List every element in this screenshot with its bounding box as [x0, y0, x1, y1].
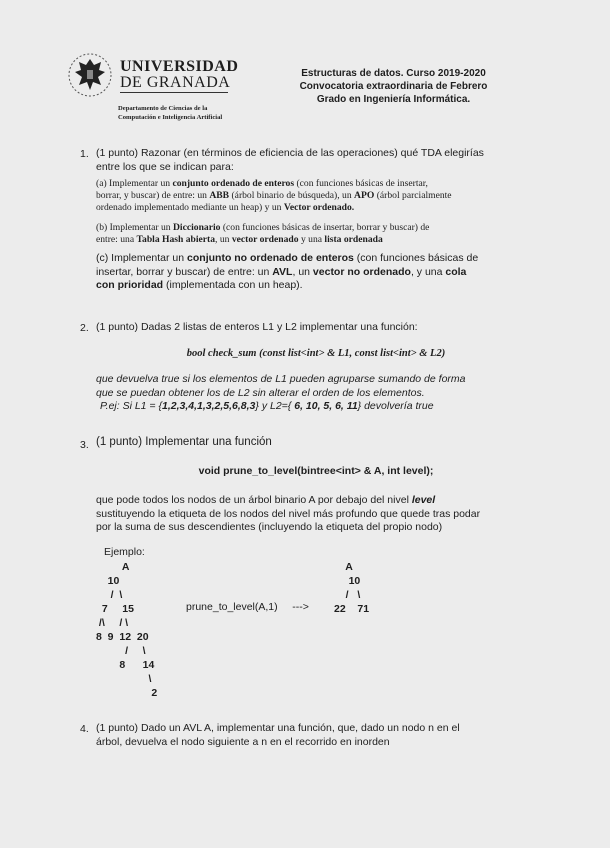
q1-part-c: (c) Implementar un conjunto no ordenado de enteros (con funciones básicas de insertar, borrar y buscar) de entre: un AVL, un vector no ordenado, y una cola con prioridad (implementada con un heap).	[96, 252, 479, 291]
q4-text	[96, 722, 536, 749]
department-line1: Departamento de Ciencias de la	[118, 105, 208, 112]
course-degree: Grado en Ingeniería Informática.	[316, 94, 471, 105]
q2-description	[96, 373, 536, 400]
example-tree-before: A 10 / \ 7 15 /\ / \ 8 9 12 20 / \ 8 14 \ 2	[96, 561, 158, 699]
q2-signature: bool check_sum (const list<int> & L1, const list<int> & L2)	[186, 348, 446, 359]
department	[118, 105, 222, 122]
q3-description: que pode todos los nodos de un árbol binario A por debajo del nivel level sustituyendo la etiqueta de los nodos del nivel más profundo que quede tras podar por la suma de sus descendientes (incluyendo la etiqueta del propio nodo)	[96, 494, 481, 533]
university-name-line1: UNIVERSIDAD	[120, 58, 239, 75]
prune-call: prune_to_level(A,1) --->	[186, 601, 309, 613]
q1-intro	[96, 147, 536, 174]
university-seal	[68, 50, 112, 100]
q1-intro-line2: entre los que se indican para:	[96, 160, 234, 173]
q3-example-label: Ejemplo:	[104, 546, 145, 558]
q4-number: 4.	[80, 723, 89, 735]
example-tree-after: A 10 / \ 22 71	[334, 561, 370, 615]
q2-example: P.ej: Si L1 = {1,2,3,4,1,3,2,5,6,8,3} y L2={ 6, 10, 5, 6, 11} devolvería true	[100, 400, 434, 412]
q1-number: 1.	[80, 148, 89, 160]
q1-intro-line1: (1 punto) Razonar (en términos de eficiencia de las operaciones) qué TDA elegirías	[96, 147, 484, 159]
course-session: Convocatoria extraordinaria de Febrero	[299, 81, 488, 92]
q4-line2: árbol, devuelva el nodo siguiente a n en el recorrido en inorden	[96, 735, 390, 748]
course-info	[286, 67, 501, 106]
q2-intro: (1 punto) Dadas 2 listas de enteros L1 y L2 implementar una función:	[96, 321, 418, 333]
q3-number: 3.	[80, 439, 89, 451]
course-title: Estructuras de datos. Curso 2019-2020	[301, 68, 486, 79]
q3-signature: void prune_to_level(bintree<int> & A, int level);	[198, 465, 434, 477]
q1-part-a: (a) Implementar un conjunto ordenado de enteros (con funciones básicas de insertar, borrar, y buscar) de entre: un ABB (árbol binario de búsqueda), un APO (árbol parcialmente ordenado implementado mediante un heap) y un Vector ordenado.	[96, 178, 452, 213]
eagle-crest-icon	[68, 50, 112, 100]
q3-intro: (1 punto) Implementar una función	[96, 436, 272, 448]
q4-line1: (1 punto) Dado un AVL A, implementar una función, que, dado un nodo n en el	[96, 722, 460, 734]
q1-part-b: (b) Implementar un Diccionario (con funciones básicas de insertar, borrar y buscar) de entre: una Tabla Hash abierta, un vector ordenado y una lista ordenada	[96, 222, 430, 245]
q2-desc-line2: que se puedan obtener los de L2 sin alterar el orden de los elementos.	[96, 386, 425, 399]
university-name-line2: DE GRANADA	[120, 74, 231, 91]
department-line2: Computación e Inteligencia Artificial	[118, 113, 223, 121]
q2-desc-line1: que devuelva true si los elementos de L1 pueden agruparse sumando de forma	[96, 373, 466, 385]
header-divider	[120, 92, 228, 93]
q2-number: 2.	[80, 322, 89, 334]
